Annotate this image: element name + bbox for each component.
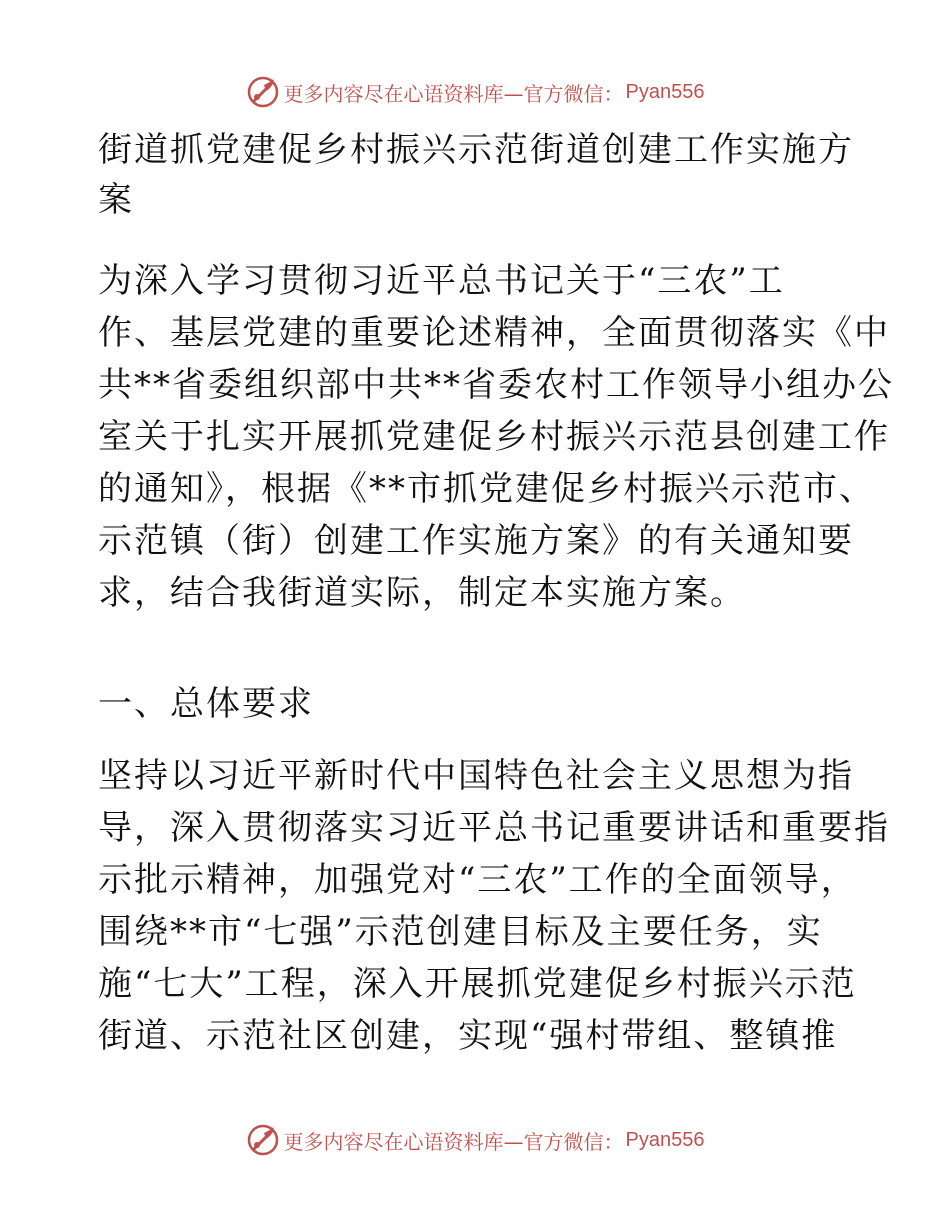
paragraph-line: 街道、示范社区创建，实现“强村带组、整镇推	[98, 1016, 838, 1056]
intro-paragraph	[98, 255, 894, 619]
footer-watermark-banner	[0, 1120, 950, 1160]
paragraph-line: 示批示精神，加强党对“三农”工作的全面领导，	[98, 860, 857, 900]
section-heading: 一、总体要求	[98, 684, 314, 724]
paragraph-line: 示范镇（街）创建工作实施方案》的有关通知要	[98, 521, 854, 561]
watermark-text: 更多内容尽在心语资料库—官方微信：	[283, 81, 624, 106]
paragraph-line: 的通知》，根据《**市抓党建促乡村振兴示范市、	[98, 469, 875, 509]
paragraph-line: 室关于扎实开展抓党建促乡村振兴示范县创建工作	[98, 417, 890, 457]
watermark-wechat-id: Pyan556	[625, 80, 705, 103]
paragraph-line: 共**省委组织部中共**省委农村工作领导小组办公	[98, 365, 894, 405]
title-line: 街道抓党建促乡村振兴示范街道创建工作实施方	[98, 130, 854, 170]
title-line: 案	[98, 180, 134, 220]
paragraph-line: 作、基层党建的重要论述精神，全面贯彻落实《中	[98, 313, 890, 353]
paragraph-line: 围绕**市“七强”示范创建目标及主要任务，实	[98, 912, 823, 952]
paragraph-line: 施“七大”工程，深入开展抓党建促乡村振兴示范	[98, 964, 857, 1004]
watermark-wechat-id: Pyan556	[625, 1128, 705, 1151]
paragraph-line: 坚持以习近平新时代中国特色社会主义思想为指	[98, 756, 854, 796]
paragraph-line: 求，结合我街道实际，制定本实施方案。	[98, 573, 746, 613]
quill-logo-icon	[246, 1123, 280, 1157]
header-watermark-banner	[0, 72, 950, 112]
paragraph-line: 为深入学习贯彻习近平总书记关于“三农”工	[98, 261, 785, 301]
paragraph-line: 导，深入贯彻落实习近平总书记重要讲话和重要指	[98, 808, 890, 848]
document-title	[98, 125, 858, 225]
quill-logo-icon	[246, 75, 280, 109]
watermark-text: 更多内容尽在心语资料库—官方微信：	[283, 1129, 624, 1154]
body-paragraph	[98, 750, 890, 1062]
